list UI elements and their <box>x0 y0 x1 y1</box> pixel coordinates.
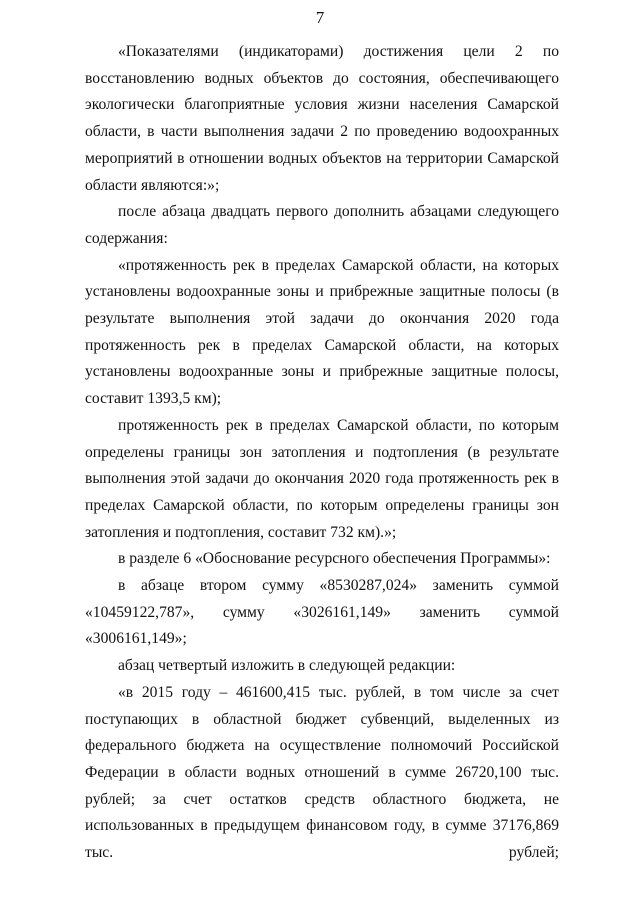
paragraph-fourth-edit: абзац четвертый изложить в следующей редакции: <box>118 657 456 675</box>
paragraph-2015-funding: «в 2015 году – 461600,415 тыс. рублей, в том числе за счет поступающих в областной бюджет субвенций, выделенных из федерального бюджета на осуществление полномочий Российской Федерации в области водных отношений в сумме 26720,100 тыс. рублей; за счет остатков средств областного бюджета, не использованных в предыдущем финансовом году, в сумме 37176,869 тыс. рублей; <box>85 683 559 862</box>
page-number: 7 <box>315 8 325 27</box>
paragraph-section-6: в разделе 6 «Обоснование ресурсного обеспечения Программы»: <box>118 550 551 568</box>
document-body <box>85 39 559 867</box>
paragraph-river-protection-zones: «протяженность рек в пределах Самарской области, на которых установлены водоохранные зоны и прибрежные защитные полосы (в результате выполнения этой задачи до окончания 2020 года протяженность рек в пределах Самарской области, на которых установлены водоохранные зоны и прибрежные защитные полосы, составит 1393,5 км); <box>85 256 559 408</box>
paragraph-river-flood-zones: протяженность рек в пределах Самарской области, по которым определены границы зон затопления и подтопления (в результате выполнения этой задачи до окончания 2020 года протяженность рек в пределах Самарской области, по которым определены границы зон затопления и подтопления, составит 732 км).»; <box>85 416 559 541</box>
paragraph-replace-sums: в абзаце втором сумму «8530287,024» заменить суммой «10459122,787», сумму «3026161,149» заменить суммой «3006161,149»; <box>85 577 559 648</box>
paragraph-indicators: «Показателями (индикаторами) достижения цели 2 по восстановлению водных объектов до состояния, обеспечивающего экологически благоприятные условия жизни населения Самарской области, в части выполнения задачи 2 по проведению водоохранных мероприятий в отношении водных объектов на территории Самарской области являются:»; <box>85 43 559 194</box>
paragraph-insert-instruction: после абзаца двадцать первого дополнить абзацами следующего содержания: <box>85 203 559 247</box>
